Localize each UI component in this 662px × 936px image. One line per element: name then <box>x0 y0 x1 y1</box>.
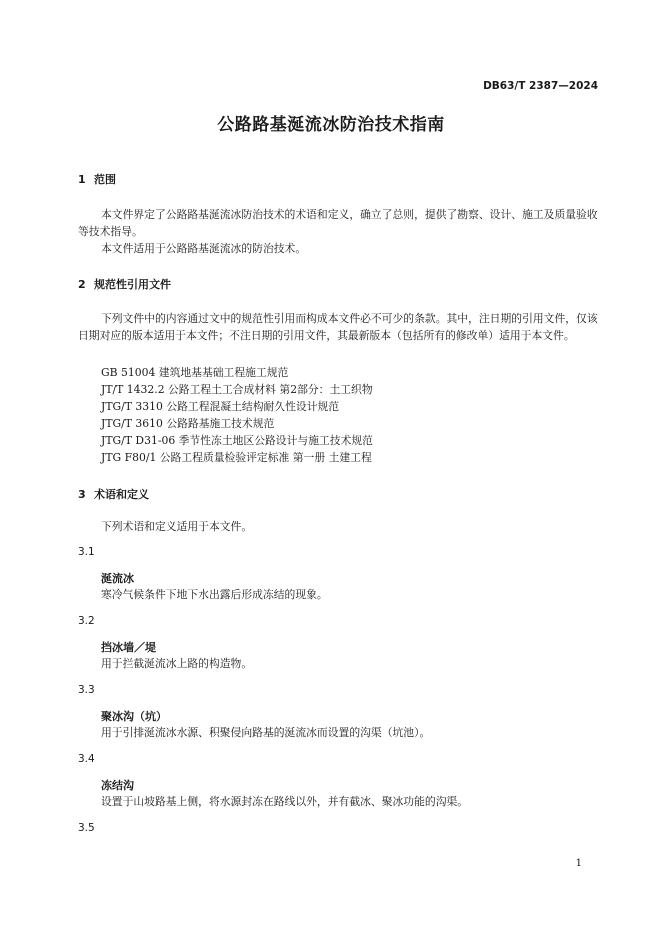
reference-item: GB 51004 建筑地基基础工程施工规范 <box>101 366 289 379</box>
paragraph: 本文件界定了公路路基涎流冰防治技术的术语和定义，确立了总则，提供了勘察、设计、施工及质量验收等技术指导。 <box>78 208 598 238</box>
section-title: 范围 <box>94 173 116 186</box>
term-number: 3.5 <box>78 822 95 834</box>
reference-item: JTG/T 3610 公路路基施工技术规范 <box>101 417 275 430</box>
term-number: 3.2 <box>78 615 95 627</box>
section-heading-3 <box>78 486 149 502</box>
section-number: 3 <box>78 488 86 501</box>
term-definition: 用于拦截涎流冰上路的构造物。 <box>101 657 253 670</box>
section-heading-1 <box>78 171 116 187</box>
term-number: 3.1 <box>78 546 95 558</box>
paragraph: 下列文件中的内容通过文中的规范性引用而构成本文件必不可少的条款。其中，注日期的引用文件，仅该日期对应的版本适用于本文件；不注日期的引用文件，其最新版本（包括所有的修改单）适用于本文件。 <box>78 312 598 342</box>
section-number: 1 <box>78 173 86 186</box>
paragraph: 本文件适用于公路路基涎流冰的防治技术。 <box>101 242 307 255</box>
paragraph: 下列术语和定义适用于本文件。 <box>101 520 253 533</box>
term-definition: 用于引排涎流冰水源、积聚侵向路基的涎流冰而设置的沟渠（坑池）。 <box>101 726 431 739</box>
page-number: 1 <box>575 858 582 869</box>
term-definition: 设置于山坡路基上侧，将水源封冻在路线以外，并有截冰、聚冰功能的沟渠。 <box>101 795 469 808</box>
document-title: 公路路基涎流冰防治技术指南 <box>217 115 445 135</box>
term-definition: 寒冷气候条件下地下水出露后形成冻结的现象。 <box>101 588 328 601</box>
term-name: 涎流冰 <box>101 572 134 585</box>
reference-item: JTG/T D31-06 季节性冻土地区公路设计与施工技术规范 <box>101 434 373 447</box>
section-title: 术语和定义 <box>94 488 149 501</box>
term-number: 3.3 <box>78 684 95 696</box>
term-name: 挡冰墙／堤 <box>101 641 156 654</box>
section-title: 规范性引用文件 <box>94 278 171 291</box>
standard-code: DB63/T 2387—2024 <box>483 80 598 92</box>
term-name: 冻结沟 <box>101 779 134 792</box>
reference-item: JTG/T 3310 公路工程混凝土结构耐久性设计规范 <box>101 400 340 413</box>
term-number: 3.4 <box>78 753 95 765</box>
reference-item: JT/T 1432.2 公路工程土工合成材料 第2部分：土工织物 <box>101 383 373 396</box>
section-number: 2 <box>78 278 86 291</box>
term-name: 聚冰沟（坑） <box>101 710 167 723</box>
reference-item: JTG F80/1 公路工程质量检验评定标准 第一册 土建工程 <box>101 451 372 464</box>
section-heading-2 <box>78 276 171 292</box>
